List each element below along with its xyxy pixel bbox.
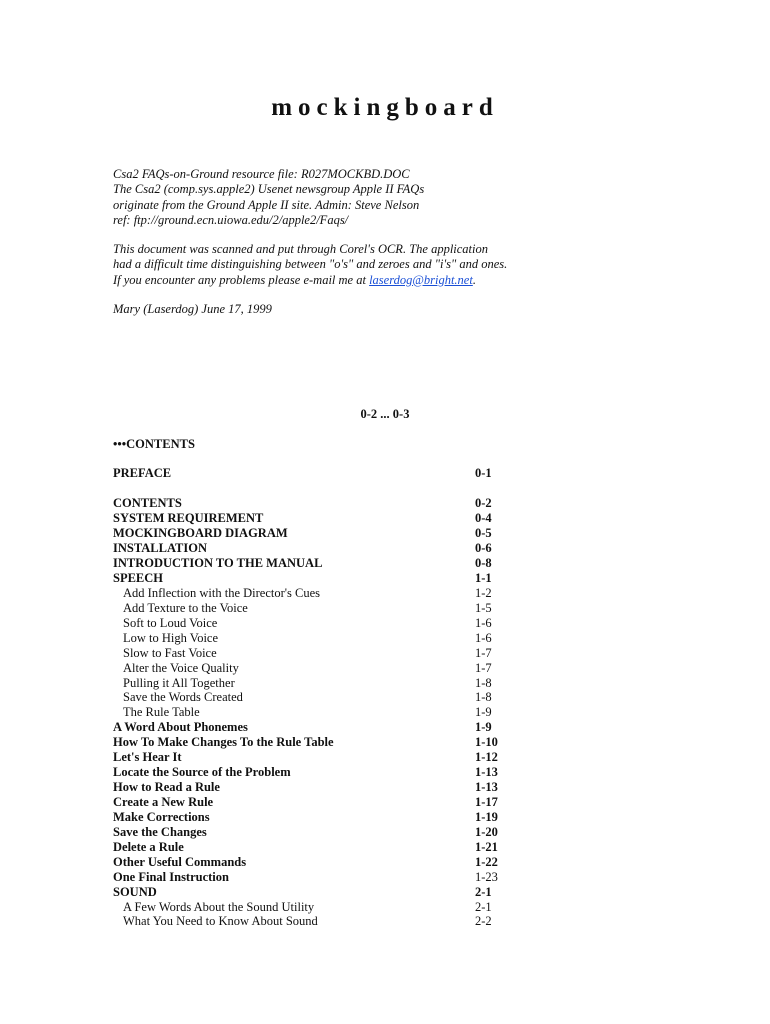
source-line-4: ref: ftp://ground.ecn.uiowa.edu/2/apple2/Faqs/: [113, 212, 349, 227]
toc-page: 1-2: [475, 586, 492, 600]
toc-page: 1-7: [475, 646, 492, 660]
toc-label: SOUND: [113, 885, 157, 899]
toc-page: 0-6: [475, 541, 492, 555]
toc-label: One Final Instruction: [113, 870, 229, 884]
toc-subentry[interactable]: [113, 690, 533, 705]
toc-entry[interactable]: [113, 541, 533, 556]
contact-line: [113, 273, 673, 288]
toc-entry[interactable]: [113, 496, 533, 511]
toc-entry[interactable]: [113, 720, 533, 735]
toc-label: PREFACE: [113, 466, 172, 480]
toc-label: How to Read a Rule: [113, 780, 220, 794]
toc-page: 1-12: [475, 750, 498, 764]
toc-subentry[interactable]: [113, 661, 533, 676]
toc-page: 0-2: [475, 496, 492, 510]
toc-page: 2-2: [475, 914, 492, 928]
toc-page: 1-13: [475, 765, 498, 779]
toc-page: 1-9: [475, 705, 492, 719]
toc-label: Save the Words Created: [123, 690, 243, 704]
toc-label: Save the Changes: [113, 825, 207, 839]
page-range: 0-2 ... 0-3: [360, 407, 410, 421]
toc-label: MOCKINGBOARD DIAGRAM: [113, 526, 288, 540]
contents-heading: •••CONTENTS: [113, 437, 195, 451]
toc-subentry[interactable]: [113, 601, 533, 616]
signature: Mary (Laserdog) June 17, 1999: [113, 302, 272, 316]
toc-page: 1-9: [475, 720, 492, 734]
toc-entry[interactable]: [113, 825, 533, 840]
toc-page: 0-5: [475, 526, 492, 540]
source-info: [113, 167, 673, 228]
toc-label: A Few Words About the Sound Utility: [123, 900, 315, 914]
toc-page: 1-22: [475, 855, 498, 869]
toc-label: How To Make Changes To the Rule Table: [113, 735, 334, 749]
toc-subentry[interactable]: [113, 616, 533, 631]
toc-page: 1-20: [475, 825, 498, 839]
toc-label: The Rule Table: [123, 705, 200, 719]
toc-page: 1-21: [475, 840, 498, 854]
toc-page: 1-8: [475, 676, 492, 690]
toc-entry[interactable]: [113, 795, 533, 810]
toc-label: Add Inflection with the Director's Cues: [123, 586, 320, 600]
source-line-1: Csa2 FAQs-on-Ground resource file: R027MOCKBD.DOC: [113, 167, 410, 181]
document-title: mockingboard: [271, 94, 499, 121]
toc-entry[interactable]: [113, 556, 533, 571]
toc-label: Soft to Loud Voice: [123, 616, 218, 630]
toc-label: Locate the Source of the Problem: [113, 765, 291, 779]
toc-subentry[interactable]: [113, 676, 533, 691]
toc-entry[interactable]: [113, 780, 533, 795]
toc-label: Other Useful Commands: [113, 855, 247, 869]
toc-page: 1-7: [475, 661, 492, 675]
toc-page: 1-19: [475, 810, 498, 824]
toc-subentry[interactable]: [113, 586, 533, 601]
toc-label: Add Texture to the Voice: [123, 601, 248, 615]
toc-label: SYSTEM REQUIREMENT: [113, 511, 264, 525]
toc-label: What You Need to Know About Sound: [123, 914, 318, 928]
toc-entry[interactable]: [113, 840, 533, 855]
contact-prefix: If you encounter any problems please e-mail me at: [113, 272, 370, 287]
toc-page: 2-1: [475, 885, 492, 899]
toc-page: 1-13: [475, 780, 498, 794]
toc-entry[interactable]: [113, 735, 533, 750]
toc-page: 0-4: [475, 511, 492, 525]
toc-entry[interactable]: [113, 571, 533, 586]
toc-label: Create a New Rule: [113, 795, 214, 809]
toc-entry[interactable]: [113, 466, 533, 481]
toc-subentry[interactable]: [113, 914, 533, 929]
toc-label: Delete a Rule: [113, 840, 184, 854]
toc-page: 0-8: [475, 556, 492, 570]
toc-entry[interactable]: [113, 810, 533, 825]
toc-page: 1-5: [475, 601, 492, 615]
toc-label: INSTALLATION: [113, 541, 208, 555]
ocr-note-line-1: This document was scanned and put through Corel's OCR. The application: [113, 242, 489, 256]
toc-label: Low to High Voice: [123, 631, 219, 645]
toc-page: 0-1: [475, 466, 492, 480]
toc-page: 1-6: [475, 631, 492, 645]
toc-entry[interactable]: [113, 765, 533, 780]
toc-entry[interactable]: [113, 526, 533, 541]
toc-page: 1-17: [475, 795, 498, 809]
toc-label: INTRODUCTION TO THE MANUAL: [113, 556, 323, 570]
toc-label: Let's Hear It: [113, 750, 182, 764]
toc-entry[interactable]: [113, 750, 533, 765]
source-line-2: The Csa2 (comp.sys.apple2) Usenet newsgroup Apple II FAQs: [113, 182, 425, 197]
toc-label: Pulling it All Together: [123, 676, 235, 690]
email-link[interactable]: laserdog@bright.net: [369, 272, 473, 287]
toc-label: Alter the Voice Quality: [123, 661, 239, 675]
toc-entry[interactable]: [113, 855, 533, 870]
toc-subentry[interactable]: [113, 900, 533, 915]
toc-page: 1-10: [475, 735, 498, 749]
toc-subentry[interactable]: [113, 646, 533, 661]
toc-entry[interactable]: [113, 885, 533, 900]
ocr-note: [113, 242, 673, 288]
contact-suffix: .: [472, 272, 476, 287]
toc-subentry[interactable]: [113, 631, 533, 646]
toc-page: 1-6: [475, 616, 492, 630]
toc-label: SPEECH: [113, 571, 164, 585]
toc-entry[interactable]: [113, 870, 533, 885]
toc-label: Slow to Fast Voice: [123, 646, 217, 660]
toc-page: 1-8: [475, 690, 492, 704]
toc-page: 2-1: [475, 900, 492, 914]
toc-label: A Word About Phonemes: [113, 720, 248, 734]
toc-page: 1-23: [475, 870, 498, 884]
ocr-note-line-2: had a difficult time distinguishing between "o's" and zeroes and "i's" and ones.: [113, 257, 508, 272]
source-line-3: originate from the Ground Apple II site. Admin: Steve Nelson: [113, 197, 420, 212]
toc-subentry[interactable]: [113, 705, 533, 720]
toc-entry[interactable]: [113, 511, 533, 526]
toc-page: 1-1: [475, 571, 492, 585]
toc-label: CONTENTS: [113, 496, 182, 510]
toc-label: Make Corrections: [113, 810, 210, 824]
